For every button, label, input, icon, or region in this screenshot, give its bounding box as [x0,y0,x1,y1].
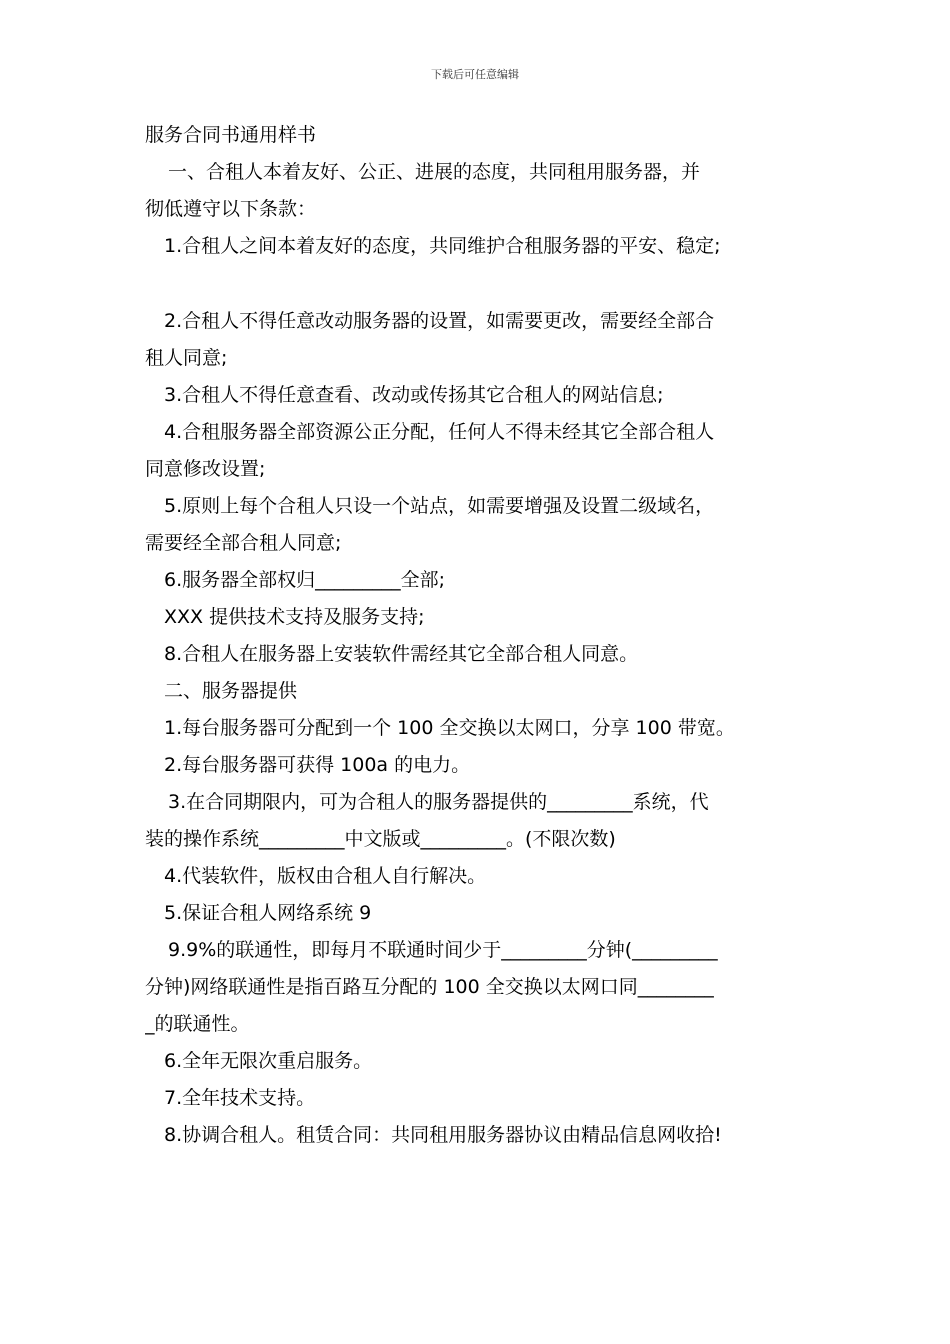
clause-line: _的联通性。 [145,1013,250,1035]
blank-spacer [145,265,810,303]
document-body [145,117,810,1154]
clause-line: 6.全年无限次重启服务。 [164,1050,373,1072]
clause-line: 同意修改设置; [145,458,266,480]
clause-line: 租人同意; [145,347,228,369]
section-heading: 二、服务器提供 [164,680,298,702]
clause-line: 6.服务器全部权归_________全部; [164,569,446,591]
paragraph-line: 彻低遵守以下条款： [145,198,317,220]
paragraph-line: 一、合租人本着友好、公正、进展的态度，共同租用服务器，并 [168,161,701,183]
clause-line: 1.每台服务器可分配到一个 100 全交换以太网口，分享 100 带宽。 [164,717,735,739]
clause-line: 8.合租人在服务器上安装软件需经其它全部合租人同意。 [164,643,639,665]
clause-line: 分钟)网络联通性是指百路互分配的 100 全交换以太网口同________ [145,976,714,998]
clause-line: 2.合租人不得任意改动服务器的设置，如需要更改，需要经全部合 [164,310,715,332]
clause-line: 2.每台服务器可获得 100a 的电力。 [164,754,471,776]
clause-line: 9.9%的联通性，即每月不联通时间少于_________分钟(_________ [168,939,718,961]
document-title: 服务合同书通用样书 [145,124,317,146]
clause-line: 7.全年技术支持。 [164,1087,316,1109]
clause-line: 3.合租人不得任意查看、改动或传扬其它合租人的网站信息; [164,384,664,406]
clause-line: 1.合租人之间本着友好的态度，共同维护合租服务器的平安、稳定; [164,235,721,257]
clause-line: 装的操作系统_________中文版或_________。(不限次数) [145,828,616,850]
clause-line: XXX 提供技术支持及服务支持; [164,606,425,628]
clause-line: 5.原则上每个合租人只设一个站点，如需要增强及设置二级域名， [164,495,715,517]
clause-line: 3.在合同期限内，可为合租人的服务器提供的_________系统，代 [168,791,709,813]
page-header-note: 下载后可任意编辑 [431,68,519,81]
clause-line: 需要经全部合租人同意; [145,532,342,554]
clause-line: 4.代装软件，版权由合租人自行解决。 [164,865,487,887]
clause-line: 5.保证合租人网络系统 9 [164,902,372,924]
clause-line: 4.合租服务器全部资源公正分配，任何人不得未经其它全部合租人 [164,421,715,443]
clause-line: 8.协调合租人。租赁合同：共同租用服务器协议由精品信息网收拾! [164,1124,722,1146]
